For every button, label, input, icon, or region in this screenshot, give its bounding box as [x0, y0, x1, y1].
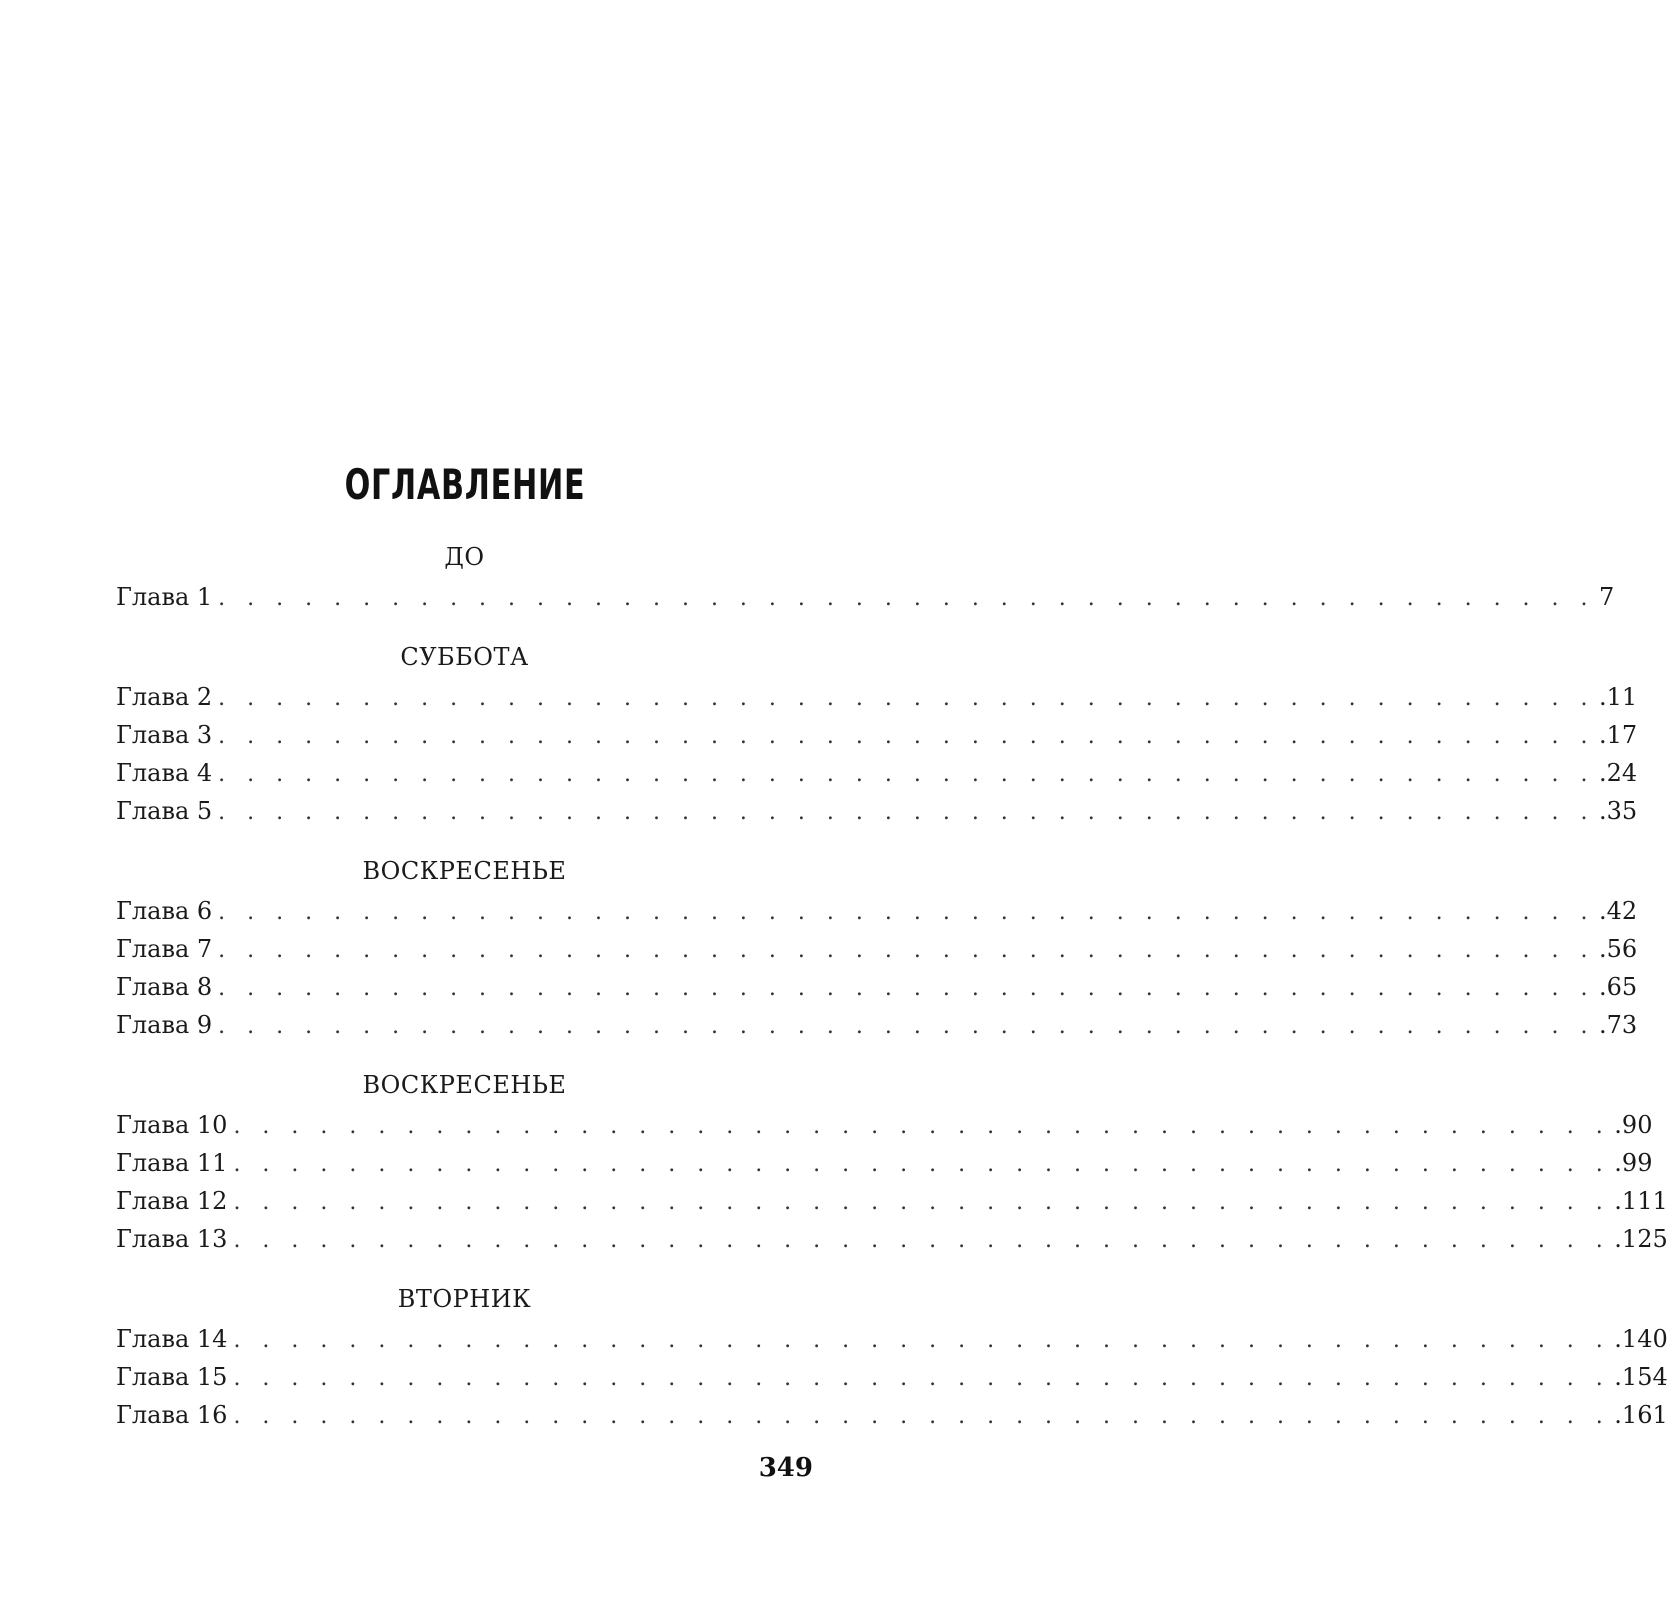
page-number: .154	[1614, 1363, 1668, 1391]
toc-entry	[116, 678, 1638, 716]
toc-section	[116, 1282, 1668, 1434]
chapter-label: Глава 7	[116, 935, 213, 963]
toc-entry	[116, 1182, 1668, 1220]
page-folio: 349	[758, 1453, 813, 1483]
dot-leader: . . . . . . . . . . . . . . . . . . . . . . . . . . . . . . . . . . . . . . . . . . . . . . . .	[218, 762, 1596, 787]
page-number: .99	[1614, 1149, 1653, 1177]
page-number: 7	[1599, 583, 1615, 611]
toc-entry	[116, 968, 1638, 1006]
page-number: .17	[1599, 721, 1638, 749]
section-heading: СУББОТА	[400, 643, 529, 671]
page-number: .24	[1599, 759, 1638, 787]
chapter-label: Глава 2	[116, 683, 213, 711]
chapter-label: Глава 16	[116, 1401, 228, 1429]
toc-section	[116, 1068, 1668, 1258]
dot-leader: . . . . . . . . . . . . . . . . . . . . . . . . . . . . . . . . . . . . . . . . . . . . . . . .	[233, 1152, 1611, 1177]
chapter-label: Глава 12	[116, 1187, 228, 1215]
page-number: .35	[1599, 797, 1638, 825]
dot-leader: . . . . . . . . . . . . . . . . . . . . . . . . . . . . . . . . . . . . . . . . . . . . . . . .	[218, 586, 1596, 611]
toc-entry	[116, 578, 1615, 616]
toc-entry	[116, 930, 1638, 968]
chapter-label: Глава 5	[116, 797, 213, 825]
page-number: .73	[1599, 1011, 1638, 1039]
dot-leader: . . . . . . . . . . . . . . . . . . . . . . . . . . . . . . . . . . . . . . . . . . . . . . . .	[233, 1228, 1611, 1253]
section-heading: ДО	[444, 543, 485, 571]
page-number: .125	[1614, 1225, 1668, 1253]
page-number: .90	[1614, 1111, 1653, 1139]
toc-entry	[116, 716, 1638, 754]
chapter-label: Глава 1	[116, 583, 213, 611]
dot-leader: . . . . . . . . . . . . . . . . . . . . . . . . . . . . . . . . . . . . . . . . . . . . . . . .	[233, 1190, 1611, 1215]
dot-leader: . . . . . . . . . . . . . . . . . . . . . . . . . . . . . . . . . . . . . . . . . . . . . . . .	[233, 1366, 1611, 1391]
toc-section	[116, 640, 1638, 830]
page-number: .161	[1614, 1401, 1668, 1429]
dot-leader: . . . . . . . . . . . . . . . . . . . . . . . . . . . . . . . . . . . . . . . . . . . . . . . .	[218, 900, 1596, 925]
toc-entry	[116, 1006, 1638, 1044]
chapter-label: Глава 6	[116, 897, 213, 925]
dot-leader: . . . . . . . . . . . . . . . . . . . . . . . . . . . . . . . . . . . . . . . . . . . . . . . .	[233, 1114, 1611, 1139]
toc-entry	[116, 792, 1638, 830]
dot-leader: . . . . . . . . . . . . . . . . . . . . . . . . . . . . . . . . . . . . . . . . . . . . . . . .	[233, 1328, 1611, 1353]
chapter-label: Глава 13	[116, 1225, 228, 1253]
dot-leader: . . . . . . . . . . . . . . . . . . . . . . . . . . . . . . . . . . . . . . . . . . . . . . . .	[233, 1404, 1611, 1429]
toc-title: ОГЛАВЛЕНИЕ	[344, 460, 586, 509]
section-heading: ВТОРНИК	[397, 1285, 532, 1313]
toc-entry	[116, 1144, 1653, 1182]
chapter-label: Глава 15	[116, 1363, 228, 1391]
toc-entry	[116, 1396, 1668, 1434]
page-number: .111	[1614, 1187, 1668, 1215]
section-heading: ВОСКРЕСЕНЬЕ	[362, 857, 567, 885]
toc-section	[116, 540, 1615, 616]
toc-entry	[116, 1358, 1668, 1396]
toc-entry	[116, 1106, 1653, 1144]
dot-leader: . . . . . . . . . . . . . . . . . . . . . . . . . . . . . . . . . . . . . . . . . . . . . . . .	[218, 686, 1596, 711]
dot-leader: . . . . . . . . . . . . . . . . . . . . . . . . . . . . . . . . . . . . . . . . . . . . . . . .	[218, 724, 1596, 749]
page-number: .56	[1599, 935, 1638, 963]
toc-section	[116, 854, 1638, 1044]
dot-leader: . . . . . . . . . . . . . . . . . . . . . . . . . . . . . . . . . . . . . . . . . . . . . . . .	[218, 1014, 1596, 1039]
chapter-label: Глава 3	[116, 721, 213, 749]
chapter-label: Глава 11	[116, 1149, 228, 1177]
dot-leader: . . . . . . . . . . . . . . . . . . . . . . . . . . . . . . . . . . . . . . . . . . . . . . . .	[218, 800, 1596, 825]
dot-leader: . . . . . . . . . . . . . . . . . . . . . . . . . . . . . . . . . . . . . . . . . . . . . . . .	[218, 976, 1596, 1001]
chapter-label: Глава 8	[116, 973, 213, 1001]
page-number: .11	[1599, 683, 1638, 711]
section-heading: ВОСКРЕСЕНЬЕ	[362, 1071, 567, 1099]
toc-entry	[116, 1320, 1668, 1358]
toc-entry	[116, 892, 1638, 930]
chapter-label: Глава 4	[116, 759, 213, 787]
page-number: .65	[1599, 973, 1638, 1001]
toc-entry	[116, 754, 1638, 792]
chapter-label: Глава 14	[116, 1325, 228, 1353]
page-number: .42	[1599, 897, 1638, 925]
toc-entry	[116, 1220, 1668, 1258]
chapter-label: Глава 9	[116, 1011, 213, 1039]
chapter-label: Глава 10	[116, 1111, 228, 1139]
toc-list	[116, 540, 1668, 1434]
page-number: .140	[1614, 1325, 1668, 1353]
dot-leader: . . . . . . . . . . . . . . . . . . . . . . . . . . . . . . . . . . . . . . . . . . . . . . . .	[218, 938, 1596, 963]
